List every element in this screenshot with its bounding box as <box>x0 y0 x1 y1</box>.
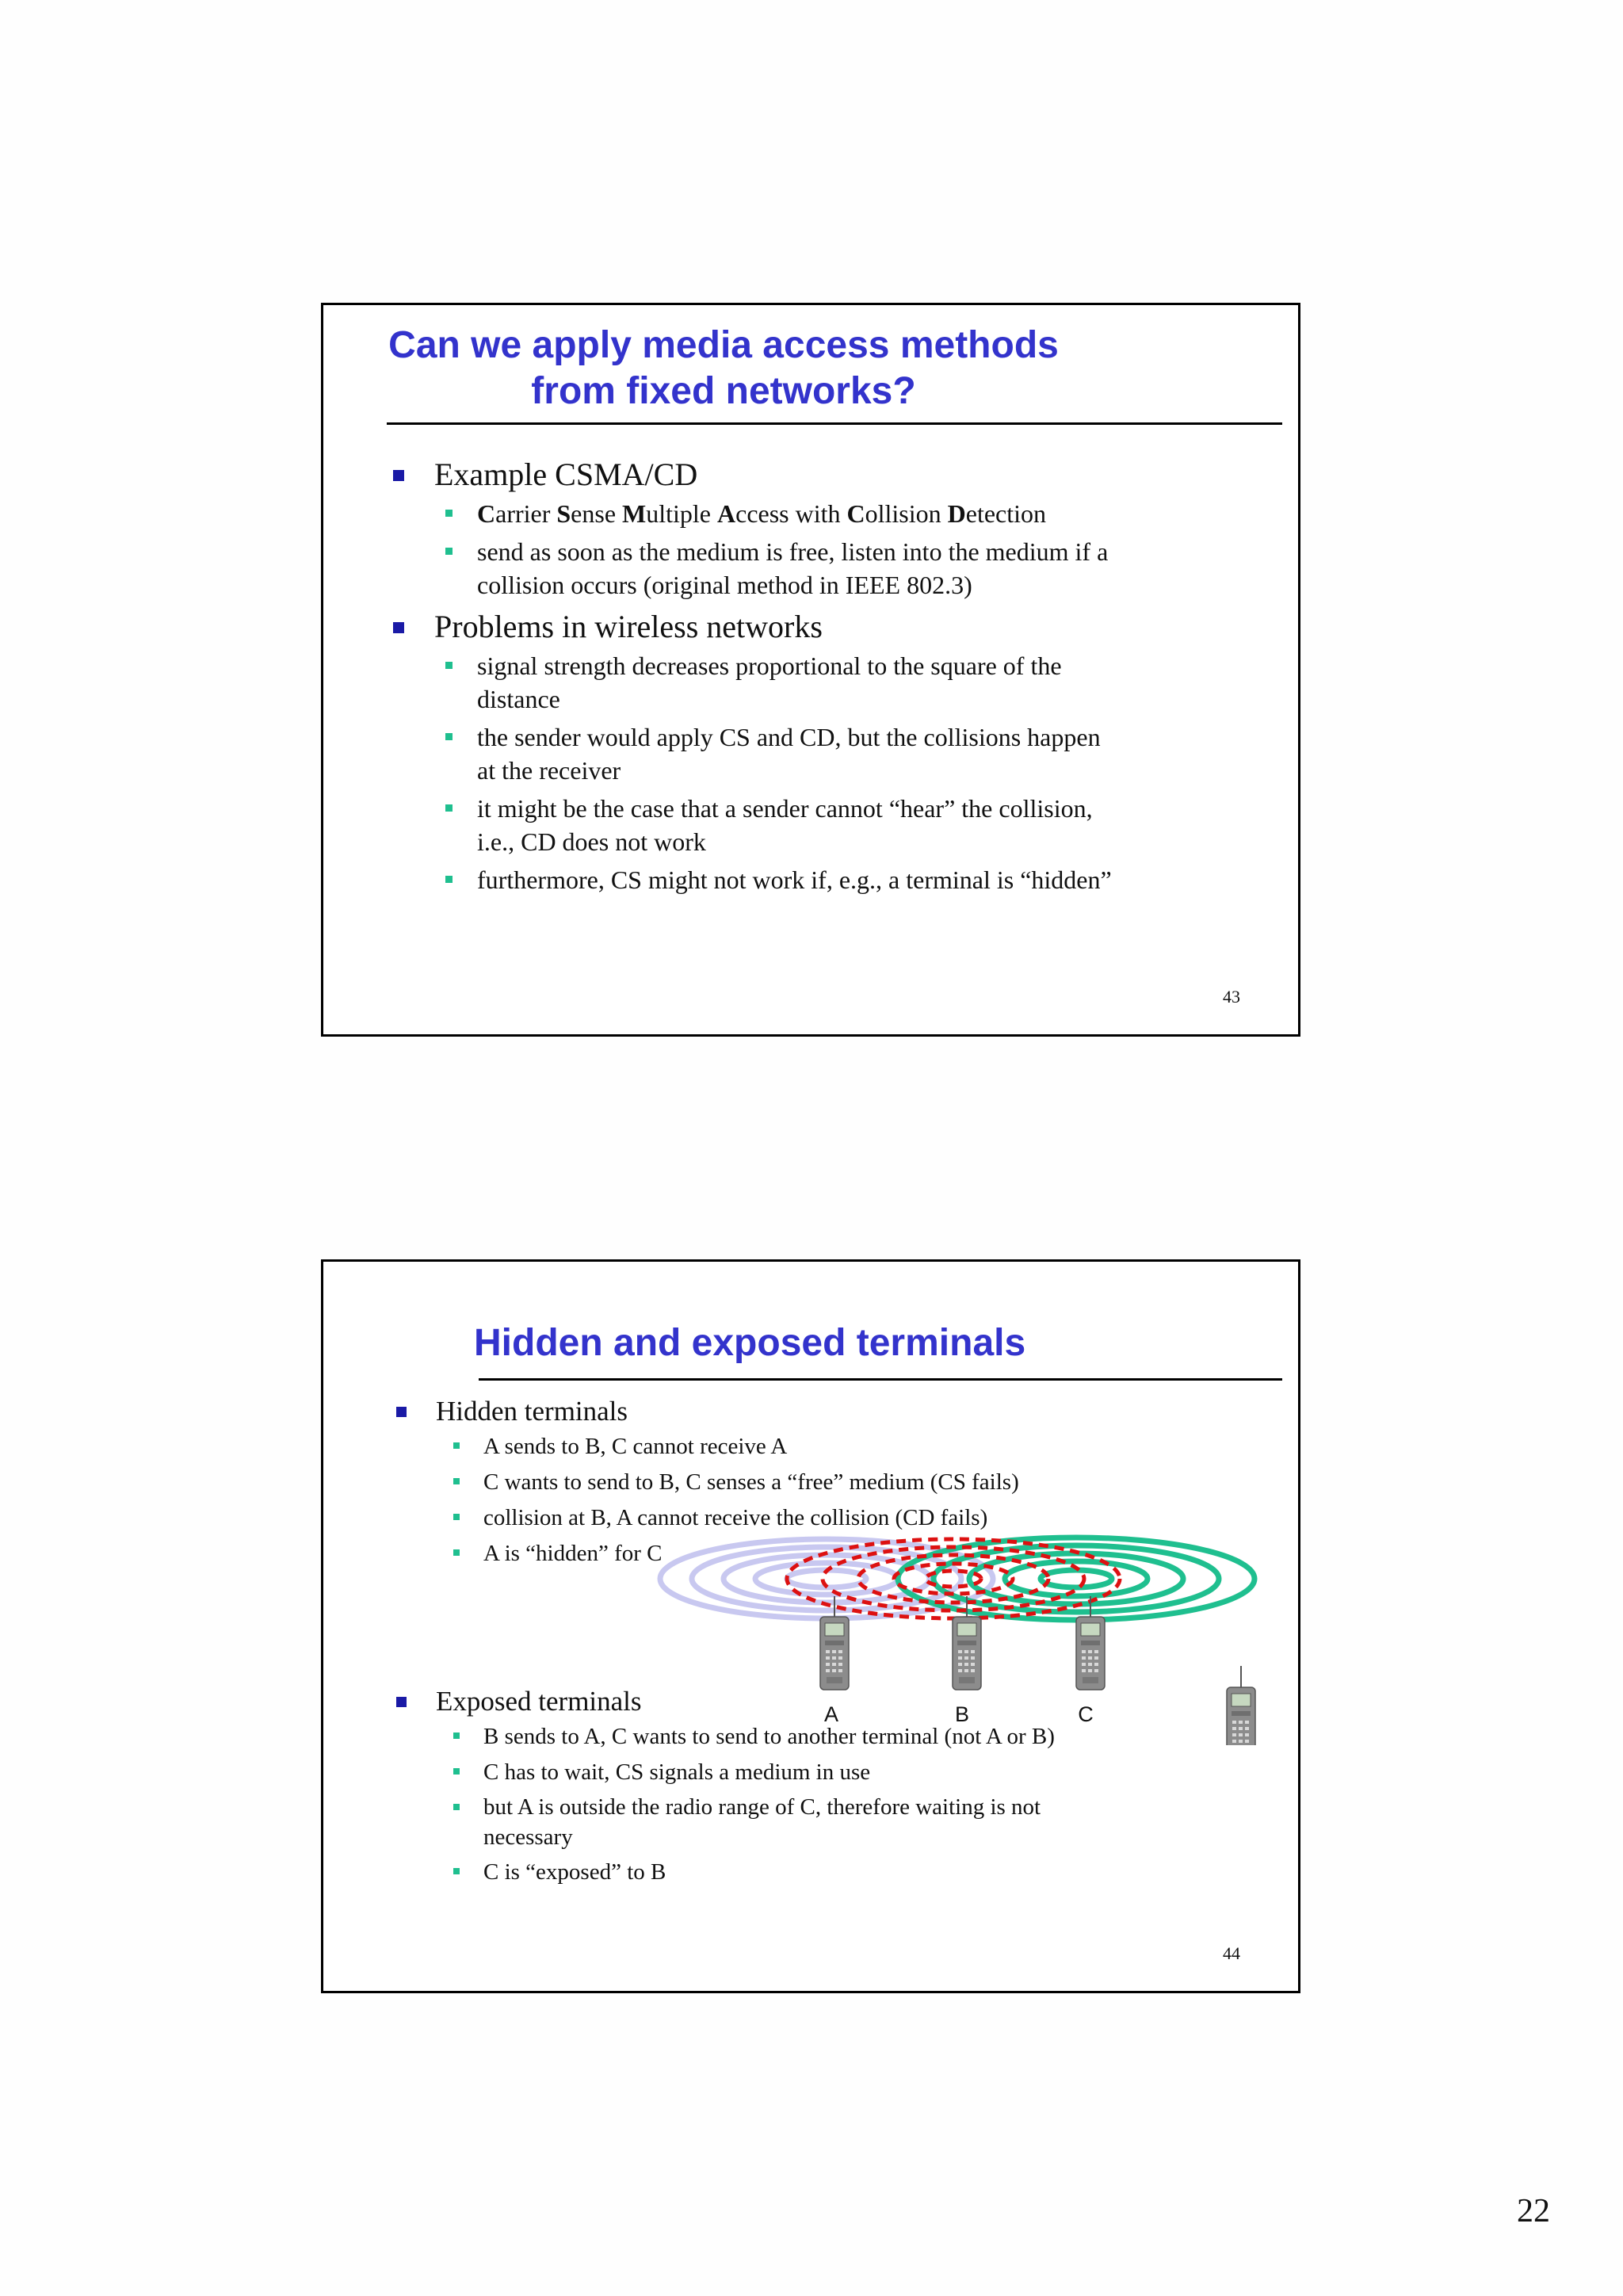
square-bullet-icon <box>445 804 453 812</box>
slide-title: Hidden and exposed terminals <box>474 1322 1026 1364</box>
slide-number: 43 <box>1223 987 1240 1007</box>
bullet-text: Exposed terminals <box>436 1686 642 1717</box>
acronym-word-rest: ollision <box>865 499 948 528</box>
bullet-text: it might be the case that a sender cannot “hear” the collision, <box>477 794 1093 823</box>
bullet-text: Problems in wireless networks <box>434 609 823 644</box>
list-item <box>393 497 1281 530</box>
list-item <box>393 535 1281 602</box>
phone-b-icon <box>953 1617 981 1690</box>
bullet-text: C is “exposed” to B <box>483 1859 666 1885</box>
acronym-word-rest: etection <box>965 499 1047 528</box>
square-bullet-icon <box>445 662 453 669</box>
csma-acronym-expansion <box>477 499 1046 528</box>
bullet-text: A sends to B, C cannot receive A <box>483 1434 788 1459</box>
list-item <box>396 1721 1109 1752</box>
slide-43 <box>321 303 1300 1037</box>
acronym-word-rest: ense <box>571 499 623 528</box>
square-bullet-icon <box>453 1442 460 1449</box>
list-item <box>396 1856 1109 1888</box>
bullet-text: Example CSMA/CD <box>434 457 698 492</box>
bullet-text: distance <box>477 685 560 713</box>
list-item <box>393 649 1281 716</box>
list-item <box>393 720 1281 787</box>
title-line-1: Can we apply media access methods <box>388 324 1059 366</box>
list-item <box>396 1792 1109 1852</box>
label-c: C <box>1078 1702 1094 1726</box>
square-bullet-icon <box>396 1697 407 1707</box>
phone-a-icon <box>820 1617 849 1690</box>
list-item <box>396 1395 1109 1428</box>
list-item <box>393 456 1281 494</box>
bullet-text: necessary <box>483 1824 573 1850</box>
square-bullet-icon <box>453 1549 460 1556</box>
title-rule <box>479 1378 1282 1381</box>
acronym-initial: A <box>717 499 736 528</box>
title-rule <box>387 422 1282 425</box>
bullet-text: furthermore, CS might not work if, e.g., a terminal is “hidden” <box>477 865 1112 894</box>
acronym-initial: D <box>947 499 966 528</box>
page-number: 22 <box>1517 2193 1550 2229</box>
bullet-list <box>393 456 1281 896</box>
square-bullet-icon <box>453 1804 460 1810</box>
list-item <box>396 1685 1109 1718</box>
bullet-text: i.e., CD does not work <box>477 827 706 856</box>
square-bullet-icon <box>445 510 453 517</box>
bullet-text: collision at B, A cannot receive the collision (CD fails) <box>483 1505 988 1530</box>
bullet-text: C has to wait, CS signals a medium in use <box>483 1759 871 1785</box>
bullet-list-exposed <box>396 1685 1109 1888</box>
bullet-text: send as soon as the medium is free, listen into the medium if a <box>477 537 1109 566</box>
list-item <box>393 863 1281 896</box>
slide-44 <box>321 1259 1300 1993</box>
phone-other-icon <box>1227 1687 1255 1745</box>
slide-title <box>379 323 1068 415</box>
list-item <box>396 1756 1109 1788</box>
c-radio-range <box>898 1538 1254 1620</box>
list-item <box>393 608 1281 646</box>
bullet-text: but A is outside the radio range of C, therefore waiting is not <box>483 1794 1041 1820</box>
phone-c-icon <box>1076 1617 1105 1690</box>
square-bullet-icon <box>453 1478 460 1484</box>
bullet-text: C wants to send to B, C senses a “free” medium (CS fails) <box>483 1469 1019 1495</box>
slide-number: 44 <box>1223 1943 1240 1963</box>
label-b: B <box>954 1702 970 1726</box>
square-bullet-icon <box>445 733 453 740</box>
bullet-text: A is “hidden” for C <box>483 1541 663 1566</box>
square-bullet-icon <box>445 548 453 555</box>
square-bullet-icon <box>453 1733 460 1739</box>
square-bullet-icon <box>453 1514 460 1520</box>
bullet-text: Hidden terminals <box>436 1396 628 1427</box>
bullet-text: B sends to A, C wants to send to another terminal (not A or B) <box>483 1724 1055 1749</box>
bullet-text: the sender would apply CS and CD, but the collisions happen <box>477 723 1101 751</box>
bullet-text: signal strength decreases proportional to the square of the <box>477 651 1062 680</box>
list-item <box>393 792 1281 858</box>
acronym-initial: S <box>556 499 571 528</box>
bullet-text: at the receiver <box>477 756 621 785</box>
square-bullet-icon <box>393 470 404 481</box>
label-a: A <box>823 1702 839 1726</box>
acronym-word-rest: arrier <box>495 499 557 528</box>
square-bullet-icon <box>453 1868 460 1874</box>
square-bullet-icon <box>396 1407 407 1417</box>
acronym-word-rest: ultiple <box>646 499 717 528</box>
list-item <box>396 1466 1109 1498</box>
acronym-initial: C <box>846 499 865 528</box>
square-bullet-icon <box>453 1768 460 1775</box>
bullet-text: collision occurs (original method in IEEE 802.3) <box>477 571 972 599</box>
acronym-word-rest: ccess with <box>735 499 847 528</box>
square-bullet-icon <box>393 622 404 633</box>
acronym-initial: M <box>622 499 647 528</box>
title-line-2: from fixed networks? <box>531 370 916 412</box>
square-bullet-icon <box>445 876 453 883</box>
acronym-initial: C <box>477 499 496 528</box>
list-item <box>396 1431 1109 1462</box>
